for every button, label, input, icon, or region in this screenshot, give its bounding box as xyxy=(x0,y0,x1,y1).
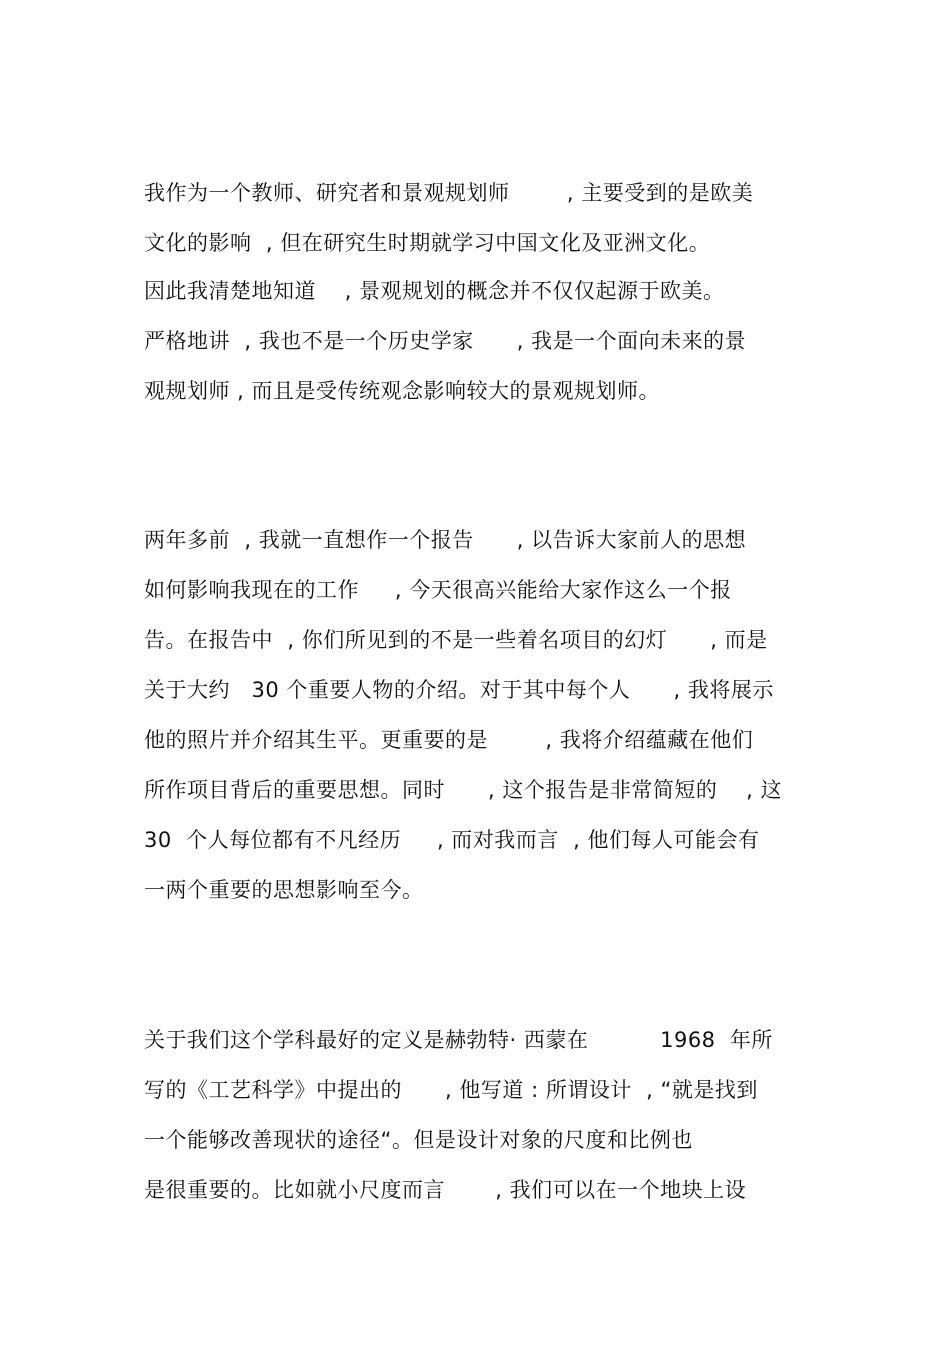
text-line: 严格地讲 , 我也不是一个历史学家 , 我是一个面向未来的景 xyxy=(144,329,747,353)
text-line: 告。在报告中 , 你们所见到的不是一些着名项目的幻灯 , 而是 xyxy=(144,628,768,652)
text-line: 观规划师 , 而且是受传统观念影响较大的景观规划师。 xyxy=(144,379,661,403)
text-line: 关于大约 30 个重要人物的介绍。对于其中每个人 , 我将展示 xyxy=(144,678,774,702)
text-line: 因此我清楚地知道 , 景观规划的概念并不仅仅起源于欧美。 xyxy=(144,279,725,303)
text-line: 关于我们这个学科最好的定义是赫勃特· 西蒙在 1968 年所 xyxy=(144,1028,773,1052)
text-line: 所作项目背后的重要思想。同时 , 这个报告是非常简短的 , 这 xyxy=(144,778,782,802)
text-line: 如何影响我现在的工作 , 今天很高兴能给大家作这么一个报 xyxy=(144,578,732,602)
text-line: 一个能够改善现状的途径“。但是设计对象的尺度和比例也 xyxy=(144,1128,693,1152)
text-line: 一两个重要的思想影响至今。 xyxy=(144,878,424,902)
text-line: 他的照片并介绍其生平。更重要的是 , 我将介绍蕴藏在他们 xyxy=(144,728,754,752)
text-line: 我作为一个教师、研究者和景观规划师 , 主要受到的是欧美 xyxy=(144,181,754,205)
text-line: 两年多前 , 我就一直想作一个报告 , 以告诉大家前人的思想 xyxy=(144,528,747,552)
text-line: 是很重要的。比如就小尺度而言 , 我们可以在一个地块上设 xyxy=(144,1178,747,1202)
text-line: 30 个人每位都有不凡经历 , 而对我而言 , 他们每人可能会有 xyxy=(144,828,760,852)
text-line: 文化的影响 , 但在研究生时期就学习中国文化及亚洲文化。 xyxy=(144,231,711,255)
text-line: 写的《工艺科学》中提出的 , 他写道 : 所谓设计 , “就是找到 xyxy=(144,1078,758,1102)
